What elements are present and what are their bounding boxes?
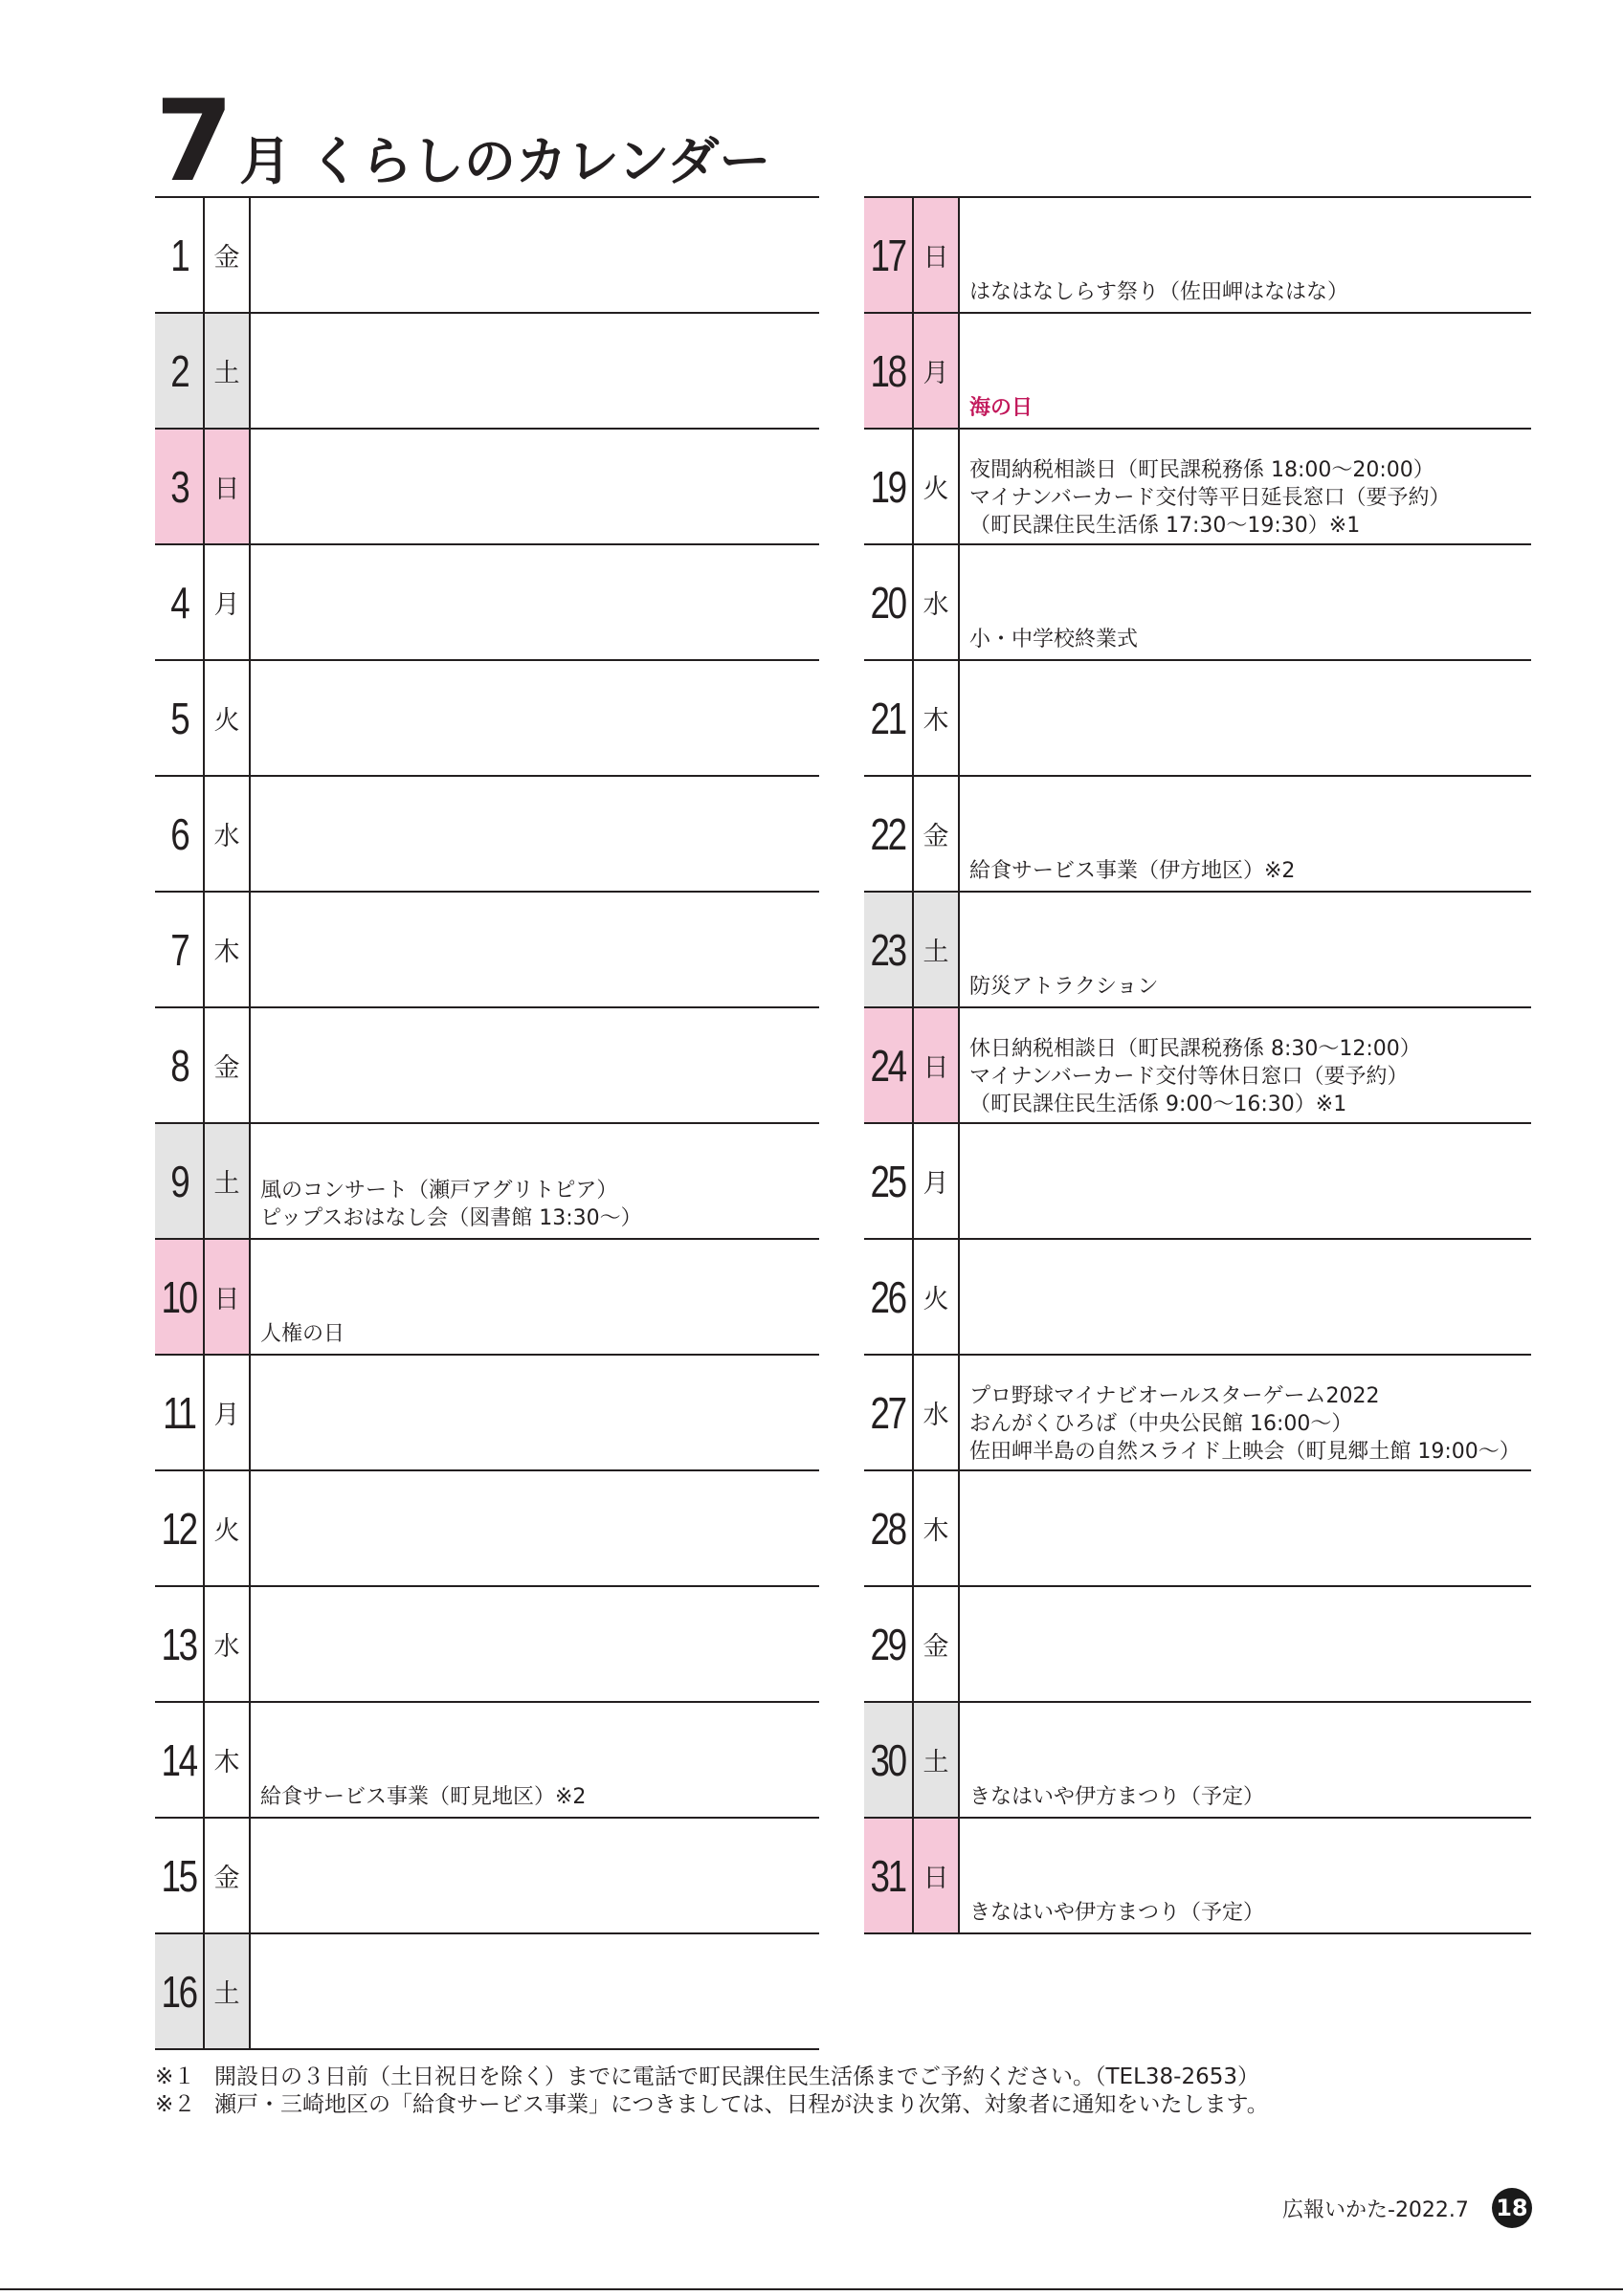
event-text: ピップスおはなし会（図書館 13:30〜） bbox=[260, 1206, 642, 1230]
weekday-label: 土 bbox=[912, 893, 960, 1006]
day-number bbox=[864, 545, 912, 659]
events-cell bbox=[260, 1587, 819, 1701]
calendar-row-day-19 bbox=[864, 428, 1531, 543]
event-text: きなはいや伊方まつり（予定） bbox=[969, 1785, 1265, 1809]
events-cell bbox=[969, 1471, 1531, 1585]
day-number bbox=[864, 314, 912, 428]
event-text: （町民課住民生活係 9:00〜16:30）※1 bbox=[969, 1093, 1347, 1116]
calendar-row-day-9 bbox=[155, 1122, 819, 1238]
weekday-label: 月 bbox=[912, 314, 960, 428]
weekday-label: 土 bbox=[203, 1124, 251, 1238]
weekday-label: 土 bbox=[203, 314, 251, 428]
weekday-label: 火 bbox=[912, 430, 960, 543]
day-number bbox=[155, 1124, 203, 1238]
day-number bbox=[155, 1934, 203, 2048]
day-number bbox=[864, 1703, 912, 1817]
day-number-text: 12 bbox=[161, 1503, 197, 1554]
calendar-row-day-28 bbox=[864, 1469, 1531, 1585]
event-text: マイナンバーカード交付等平日延長窓口（要予約） bbox=[969, 486, 1451, 510]
day-number bbox=[155, 1703, 203, 1817]
day-number bbox=[864, 1008, 912, 1122]
events-cell bbox=[969, 777, 1531, 891]
weekday-label: 木 bbox=[203, 1703, 251, 1817]
weekday-label: 日 bbox=[912, 1008, 960, 1122]
events-cell bbox=[969, 198, 1531, 312]
footnote-text: 瀬戸・三崎地区の「給食サービス事業」につきましては、日程が決まり次第、対象者に通知をいたします。 bbox=[214, 2092, 1269, 2117]
day-number-text: 1 bbox=[169, 230, 189, 280]
day-number-text: 2 bbox=[169, 345, 189, 396]
calendar-row-day-30 bbox=[864, 1701, 1531, 1817]
event-text: おんがくひろば（中央公民館 16:00〜） bbox=[969, 1412, 1353, 1436]
calendar-row-day-7 bbox=[155, 891, 819, 1006]
calendar-row-day-29 bbox=[864, 1585, 1531, 1701]
events-cell bbox=[260, 661, 819, 775]
day-number bbox=[155, 1008, 203, 1122]
day-number bbox=[155, 1471, 203, 1585]
day-number bbox=[155, 893, 203, 1006]
events-cell bbox=[969, 545, 1531, 659]
title-month-number: 7 bbox=[155, 75, 231, 207]
weekday-label: 日 bbox=[203, 1240, 251, 1354]
day-number bbox=[155, 1587, 203, 1701]
event-text: きなはいや伊方まつり（予定） bbox=[969, 1901, 1265, 1925]
event-text: 休日納税相談日（町民課税務係 8:30〜12:00） bbox=[969, 1037, 1421, 1061]
calendar-row-day-13 bbox=[155, 1585, 819, 1701]
day-number-text: 24 bbox=[870, 1040, 906, 1091]
calendar-right-column bbox=[864, 196, 1531, 1934]
weekday-label: 水 bbox=[203, 1587, 251, 1701]
page-number: 18 bbox=[1492, 2188, 1532, 2228]
calendar-row-day-24 bbox=[864, 1006, 1531, 1122]
events-cell bbox=[260, 777, 819, 891]
day-number-text: 15 bbox=[161, 1850, 197, 1901]
day-number bbox=[864, 1471, 912, 1585]
events-cell bbox=[260, 1124, 819, 1238]
event-text: 小・中学校終業式 bbox=[969, 628, 1139, 651]
day-number bbox=[864, 1819, 912, 1932]
weekday-label: 水 bbox=[912, 1356, 960, 1469]
event-text: プロ野球マイナビオールスターゲーム2022 bbox=[969, 1384, 1380, 1408]
events-cell bbox=[969, 1240, 1531, 1354]
day-number bbox=[155, 430, 203, 543]
calendar-row-day-8 bbox=[155, 1006, 819, 1122]
calendar-row-day-14 bbox=[155, 1701, 819, 1817]
events-cell bbox=[260, 1008, 819, 1122]
day-number-text: 10 bbox=[161, 1271, 197, 1322]
events-cell bbox=[260, 893, 819, 1006]
publication-name: 広報いかた‐2022.7 bbox=[1282, 2197, 1469, 2222]
day-number-text: 5 bbox=[169, 693, 189, 743]
events-cell bbox=[260, 1471, 819, 1585]
events-cell bbox=[260, 1356, 819, 1469]
weekday-label: 火 bbox=[912, 1240, 960, 1354]
event-text: 佐田岬半島の自然スライド上映会（町見郷土館 19:00〜） bbox=[969, 1440, 1521, 1464]
calendar-left-column bbox=[155, 196, 819, 2050]
day-number bbox=[864, 198, 912, 312]
day-number-text: 20 bbox=[870, 577, 906, 628]
calendar-row-day-4 bbox=[155, 543, 819, 659]
weekday-label: 土 bbox=[203, 1934, 251, 2048]
footnotes bbox=[155, 2064, 1269, 2119]
day-number-text: 28 bbox=[870, 1503, 906, 1554]
day-number-text: 30 bbox=[870, 1734, 906, 1785]
holiday-label: 海の日 bbox=[969, 396, 1034, 420]
day-number-text: 19 bbox=[870, 461, 906, 512]
day-number-text: 17 bbox=[870, 230, 906, 280]
footnote-mark: ※２ bbox=[155, 2092, 196, 2117]
events-cell bbox=[260, 1703, 819, 1817]
weekday-label: 金 bbox=[912, 1587, 960, 1701]
events-cell bbox=[260, 1819, 819, 1932]
day-number bbox=[864, 777, 912, 891]
calendar-row-day-22 bbox=[864, 775, 1531, 891]
weekday-label: 日 bbox=[203, 430, 251, 543]
events-cell bbox=[969, 430, 1531, 543]
day-number-text: 21 bbox=[870, 693, 906, 743]
weekday-label: 水 bbox=[912, 545, 960, 659]
weekday-label: 土 bbox=[912, 1703, 960, 1817]
events-cell bbox=[969, 893, 1531, 1006]
footnote-1 bbox=[155, 2064, 1269, 2091]
weekday-label: 日 bbox=[912, 198, 960, 312]
events-cell bbox=[260, 1934, 819, 2048]
events-cell bbox=[260, 198, 819, 312]
events-cell bbox=[969, 661, 1531, 775]
calendar-row-day-18 bbox=[864, 312, 1531, 428]
event-text: マイナンバーカード交付等休日窓口（要予約） bbox=[969, 1065, 1409, 1089]
calendar-row-day-5 bbox=[155, 659, 819, 775]
day-number bbox=[864, 1124, 912, 1238]
day-number-text: 25 bbox=[870, 1156, 906, 1206]
calendar-row-day-25 bbox=[864, 1122, 1531, 1238]
day-number bbox=[864, 661, 912, 775]
events-cell bbox=[969, 1819, 1531, 1932]
calendar-row-day-15 bbox=[155, 1817, 819, 1932]
weekday-label: 月 bbox=[203, 1356, 251, 1469]
calendar-row-day-11 bbox=[155, 1354, 819, 1469]
day-number-text: 22 bbox=[870, 808, 906, 859]
weekday-label: 木 bbox=[912, 1471, 960, 1585]
day-number bbox=[155, 314, 203, 428]
calendar-row-day-6 bbox=[155, 775, 819, 891]
calendar-row-day-21 bbox=[864, 659, 1531, 775]
footnote-text: 開設日の３日前（土日祝日を除く）までに電話で町民課住民生活係までご予約ください。（TEL38-2653） bbox=[214, 2064, 1259, 2089]
day-number-text: 14 bbox=[161, 1734, 197, 1785]
calendar-row-day-10 bbox=[155, 1238, 819, 1354]
day-number-text: 6 bbox=[169, 808, 189, 859]
weekday-label: 金 bbox=[203, 198, 251, 312]
events-cell bbox=[969, 1008, 1531, 1122]
event-text: 風のコンサート（瀬戸アグリトピア） bbox=[260, 1179, 618, 1203]
events-cell bbox=[260, 1240, 819, 1354]
calendar-row-day-3 bbox=[155, 428, 819, 543]
day-number-text: 8 bbox=[169, 1040, 189, 1091]
bottom-divider bbox=[0, 2288, 1623, 2290]
calendar-row-day-23 bbox=[864, 891, 1531, 1006]
title-text: 月 くらしのカレンダー bbox=[239, 131, 771, 191]
calendar-row-day-27 bbox=[864, 1354, 1531, 1469]
page-footer bbox=[1282, 2188, 1532, 2228]
day-number-text: 13 bbox=[161, 1619, 197, 1669]
events-cell bbox=[969, 314, 1531, 428]
calendar-row-day-20 bbox=[864, 543, 1531, 659]
events-cell bbox=[969, 1124, 1531, 1238]
events-cell bbox=[969, 1356, 1531, 1469]
day-number-text: 26 bbox=[870, 1271, 906, 1322]
day-number bbox=[155, 661, 203, 775]
calendar-row-day-1 bbox=[155, 196, 819, 312]
day-number-text: 27 bbox=[870, 1387, 906, 1438]
day-number-text: 7 bbox=[169, 924, 189, 975]
day-number-text: 11 bbox=[163, 1387, 195, 1438]
event-text: 防災アトラクション bbox=[969, 975, 1159, 999]
calendar-row-day-16 bbox=[155, 1932, 819, 2050]
events-cell bbox=[260, 430, 819, 543]
day-number bbox=[155, 198, 203, 312]
weekday-label: 火 bbox=[203, 1471, 251, 1585]
footnote-mark: ※１ bbox=[155, 2064, 196, 2089]
events-cell bbox=[969, 1587, 1531, 1701]
day-number-text: 18 bbox=[870, 345, 906, 396]
page-title bbox=[155, 75, 771, 207]
day-number bbox=[155, 1240, 203, 1354]
events-cell bbox=[260, 545, 819, 659]
calendar-row-day-26 bbox=[864, 1238, 1531, 1354]
weekday-label: 金 bbox=[203, 1008, 251, 1122]
day-number-text: 31 bbox=[870, 1850, 906, 1901]
day-number bbox=[155, 545, 203, 659]
footnote-2 bbox=[155, 2091, 1269, 2119]
day-number-text: 23 bbox=[870, 924, 906, 975]
day-number bbox=[864, 1356, 912, 1469]
event-text: 夜間納税相談日（町民課税務係 18:00〜20:00） bbox=[969, 458, 1434, 482]
day-number bbox=[155, 1819, 203, 1932]
event-text: （町民課住民生活係 17:30〜19:30）※1 bbox=[969, 514, 1361, 538]
event-text: はなはなしらす祭り（佐田岬はなはな） bbox=[969, 280, 1349, 304]
day-number-text: 3 bbox=[169, 461, 189, 512]
day-number-text: 16 bbox=[161, 1966, 197, 2017]
day-number bbox=[864, 430, 912, 543]
weekday-label: 金 bbox=[912, 777, 960, 891]
day-number bbox=[155, 777, 203, 891]
day-number-text: 4 bbox=[169, 577, 189, 628]
day-number-text: 9 bbox=[169, 1156, 189, 1206]
weekday-label: 木 bbox=[203, 893, 251, 1006]
event-text: 人権の日 bbox=[260, 1322, 345, 1346]
day-number-text: 29 bbox=[870, 1619, 906, 1669]
weekday-label: 水 bbox=[203, 777, 251, 891]
day-number bbox=[864, 1240, 912, 1354]
day-number bbox=[155, 1356, 203, 1469]
weekday-label: 月 bbox=[203, 545, 251, 659]
weekday-label: 金 bbox=[203, 1819, 251, 1932]
calendar-row-day-17 bbox=[864, 196, 1531, 312]
weekday-label: 月 bbox=[912, 1124, 960, 1238]
calendar-row-day-31 bbox=[864, 1817, 1531, 1934]
event-text: 給食サービス事業（町見地区）※2 bbox=[260, 1785, 587, 1809]
calendar-row-day-12 bbox=[155, 1469, 819, 1585]
day-number bbox=[864, 893, 912, 1006]
day-number bbox=[864, 1587, 912, 1701]
calendar-row-day-2 bbox=[155, 312, 819, 428]
weekday-label: 木 bbox=[912, 661, 960, 775]
events-cell bbox=[260, 314, 819, 428]
weekday-label: 火 bbox=[203, 661, 251, 775]
event-text: 給食サービス事業（伊方地区）※2 bbox=[969, 859, 1296, 883]
weekday-label: 日 bbox=[912, 1819, 960, 1932]
events-cell bbox=[969, 1703, 1531, 1817]
